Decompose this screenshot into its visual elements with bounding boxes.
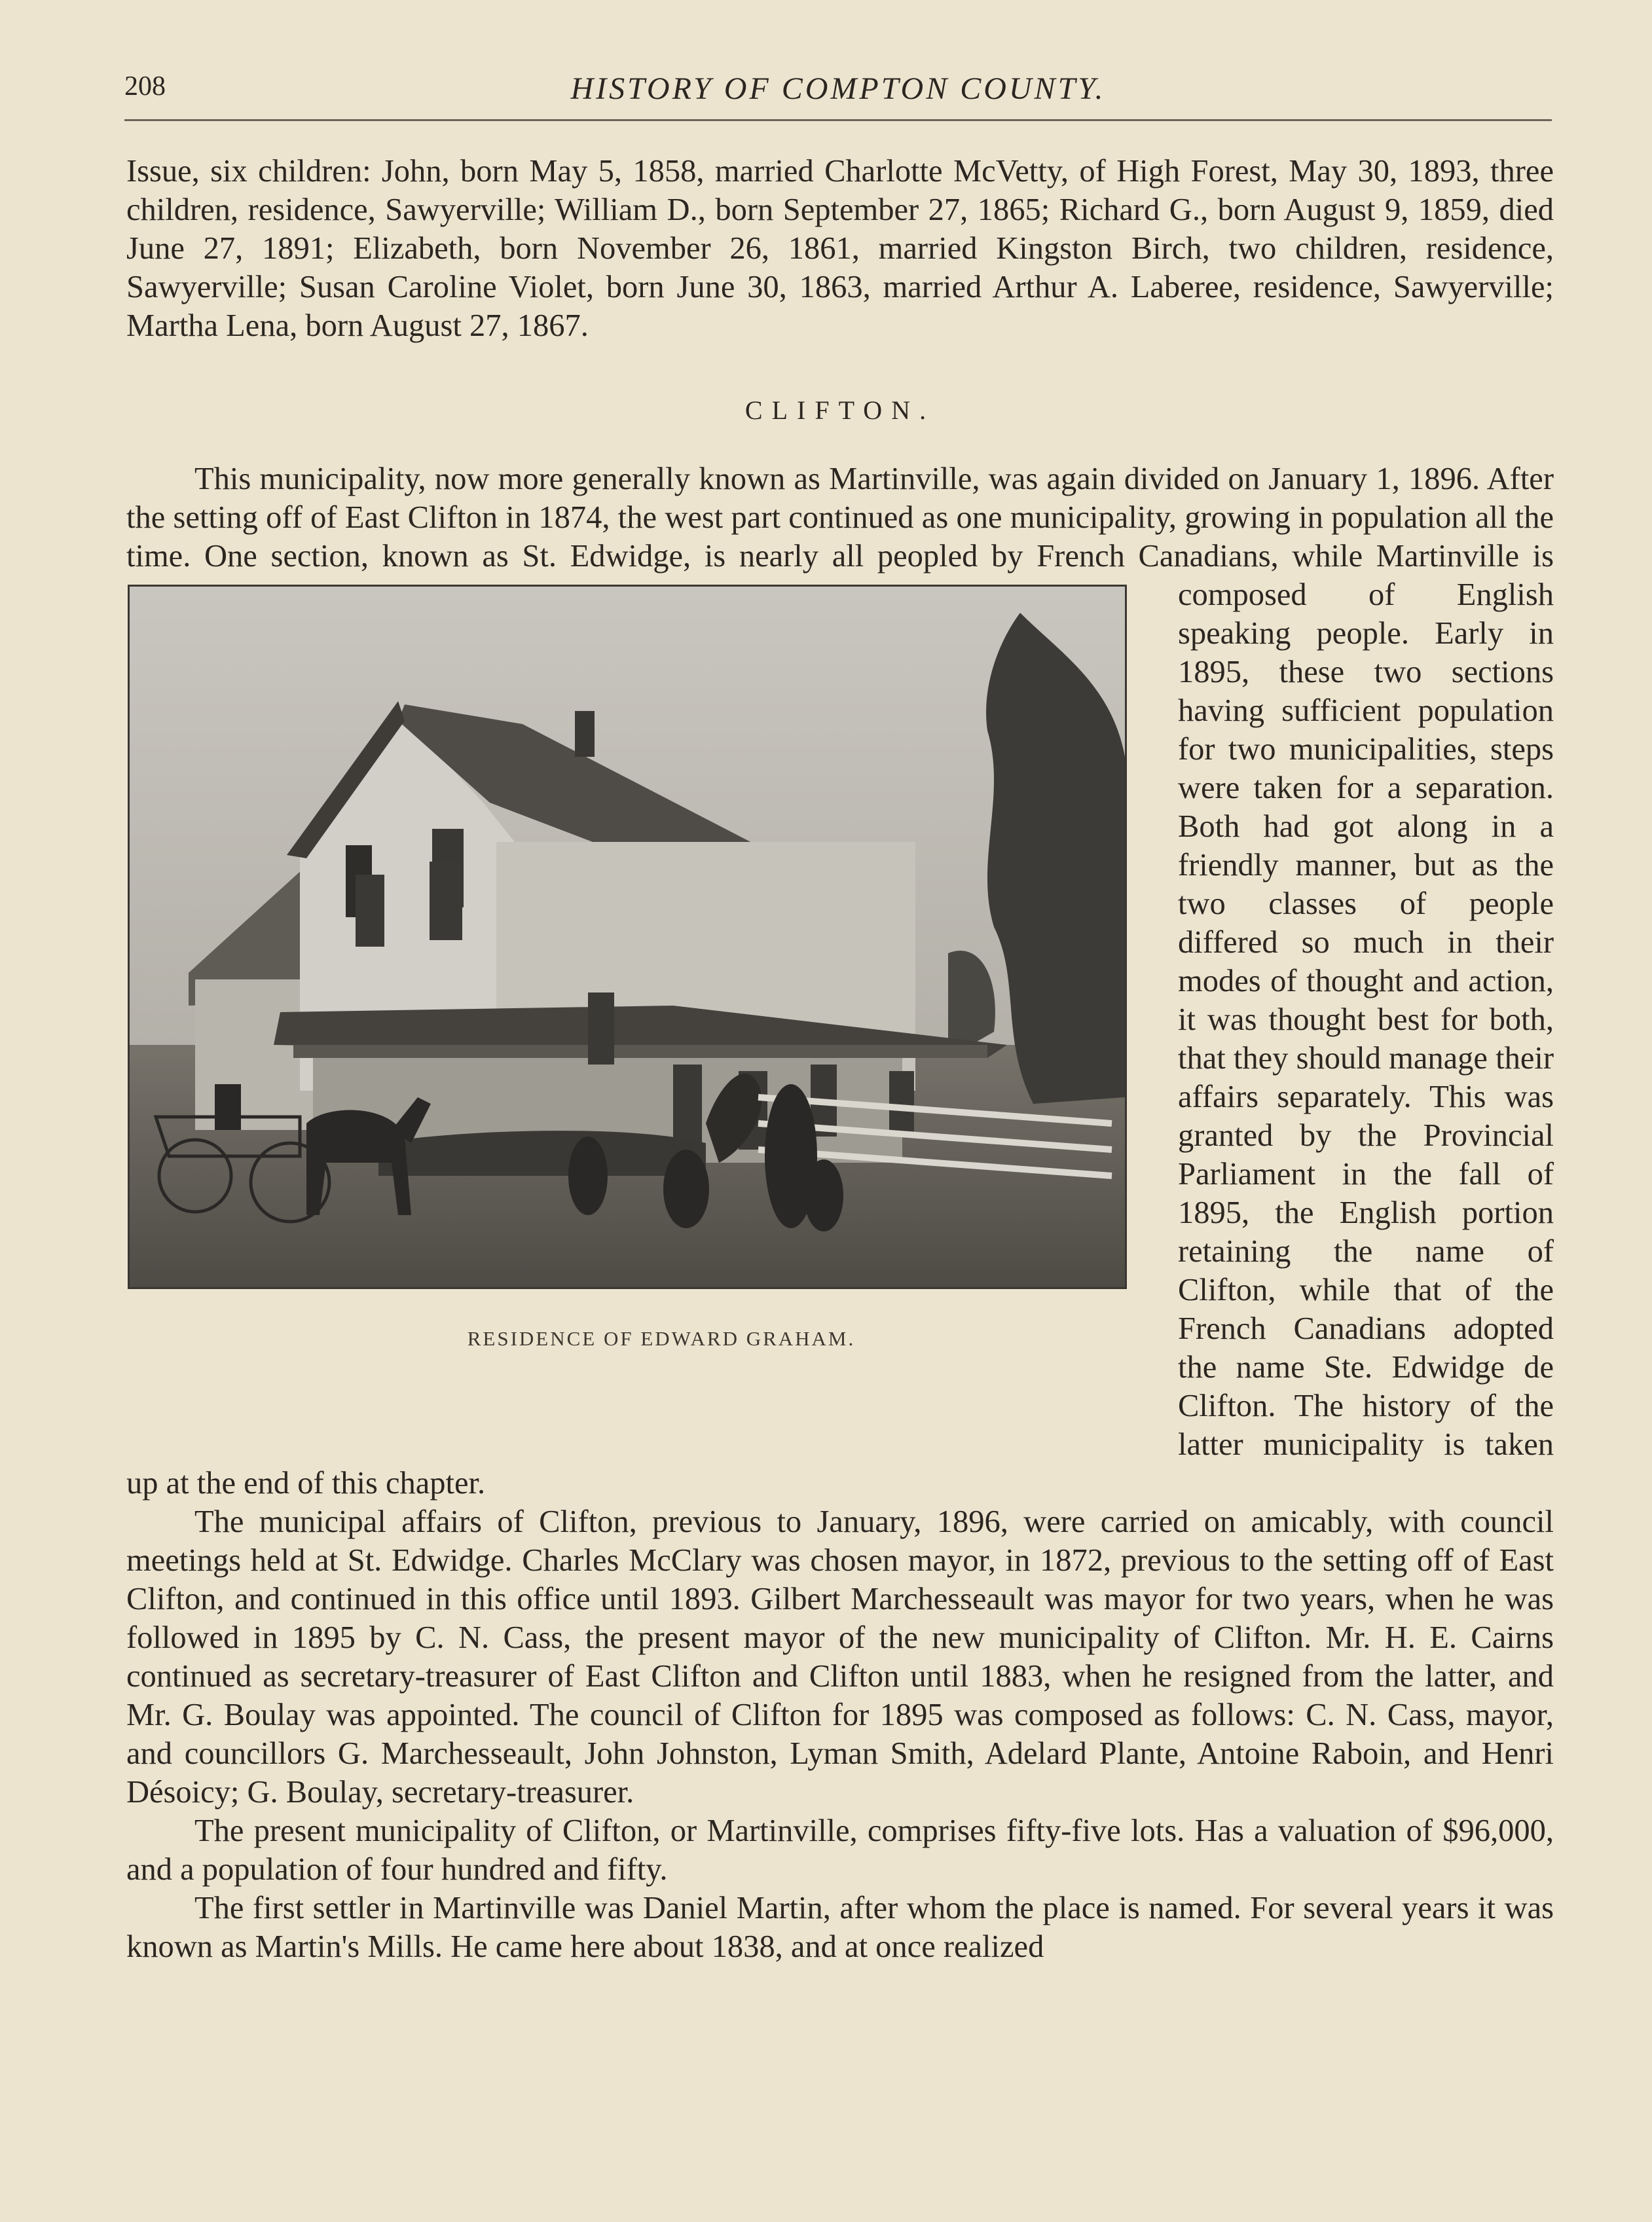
paragraph-municipality-rest: is nearly all peopled by French Canadians, while Martinville is composed of English speaking people. Early in 1895, these two sections having sufficient population for two municipalities, steps were taken for a separation. Both had got along in a friendly manner, but as the two classes of people differed so much in their modes of thought and action, it was thought best for both, that they should manage their affairs separately. This was granted by the Provincial Parliament in the fall of 1895, the English portion retaining the name of Clifton, while that of the French Canadians adopted the name Ste. Edwidge de Clifton. The history of the latter municipality is taken up at the end of this chapter.: [126, 539, 1554, 1501]
body-text: [126, 152, 1554, 1966]
paragraph-issue: Issue, six children: John, born May 5, 1858, married Charlotte McVetty, of High Forest, May 30, 1893, three children, residence, Sawyerville; William D., born September 27, 1865; Richard G., born August 9, 1859, died June 27, 1891; Elizabeth, born November 26, 1861, married Kingston Birch, two children, residence, Sawyerville; Susan Caroline Violet, born June 30, 1863, married Arthur A. Laberee, residence, Sawyerville; Martha Lena, born August 27, 1867.: [126, 154, 1554, 343]
paragraph-affairs: The municipal affairs of Clifton, previous to January, 1896, were carried on amicably, with council meetings held at St. Edwidge. Charles McClary was chosen mayor, in 1872, previous to the setting off of East Clifton, and continued in this office until 1893. Gilbert Marchesseault was mayor for two years, when he was followed in 1895 by C. N. Cass, the present mayor of the new municipality of Clifton. Mr. H. E. Cairns continued as secretary-treasurer of East Clifton and Clifton until 1883, when he resigned from the latter, and Mr. G. Boulay was appointed. The council of Clifton for 1895 was composed as follows: C. N. Cass, mayor, and councillors G. Marchesseault, John Johnston, Lyman Smith, Adelard Plante, Antoine Raboin, and Henri Désoicy; G. Boulay, secretary-treasurer.: [126, 1504, 1554, 1810]
residence-photo: [128, 585, 1127, 1289]
paragraph-municipality: [126, 460, 1554, 1503]
figure-caption: RESIDENCE OF EDWARD GRAHAM.: [467, 1327, 856, 1350]
running-title: HISTORY OF COMPTON COUNTY.: [570, 71, 1106, 106]
section-title: CLIFTON.: [744, 395, 936, 425]
paragraph-municipality-lead: This municipality, now more generally known as Martinville, was again divided on January 1, 1896. After the setting off of East Clifton in 1874, the west part continued as one municipality, growing in population all the time. One section, known as St. Edwidge,: [126, 462, 1554, 574]
page-number: 208: [124, 71, 166, 101]
residence-figure: [128, 585, 1144, 1438]
paragraph-present: The present municipality of Clifton, or Martinville, comprises fifty-five lots. Has a valuation of $96,000, and a population of four hundred and fifty.: [126, 1813, 1554, 1887]
page-header: [124, 71, 1552, 117]
header-rule: [124, 119, 1552, 121]
paragraph-first-settler: The first settler in Martinville was Daniel Martin, after whom the place is named. For several years it was known as Martin's Mills. He came here about 1838, and at once realized: [126, 1891, 1554, 1964]
